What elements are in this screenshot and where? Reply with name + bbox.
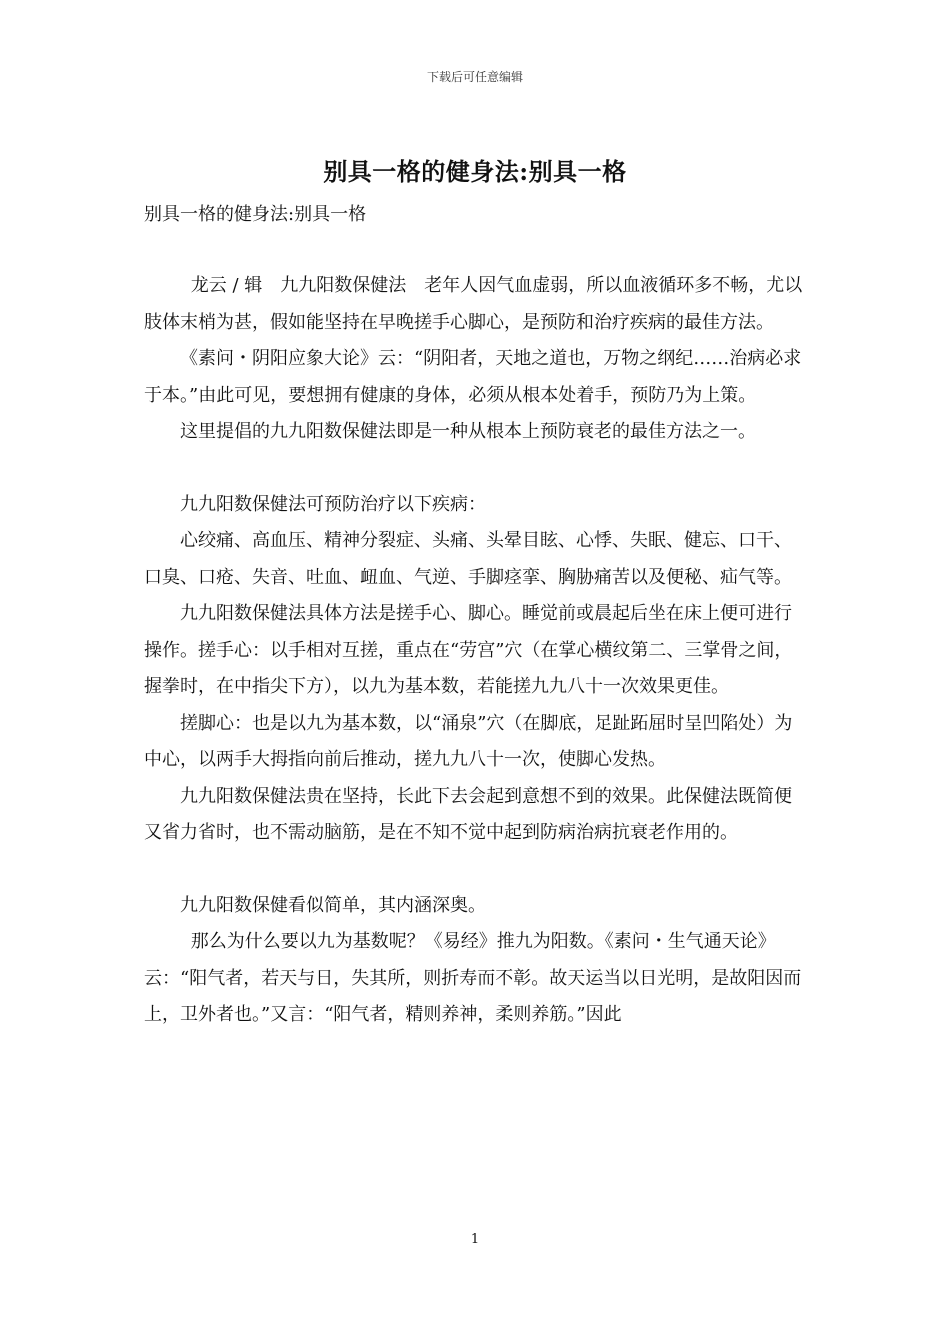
page-number: 1	[470, 1232, 480, 1247]
paragraph-why-nine: 那么为什么要以九为基数呢？《易经》推九为阳数。《素问・生气通天论》云：“阳气者，若天与日，失其所，则折寿而不彰。故天运当以日光明，是故阳因而上，卫外者也。”又言：“阳气者，精则养神，柔则养筋。”因此	[144, 931, 802, 1025]
paragraph-simple-deep: 九九阳数保健看似简单，其内涵深奥。	[180, 894, 486, 916]
document-body	[144, 268, 806, 1034]
paragraph-persistence: 九九阳数保健法贵在坚持，长此下去会起到意想不到的效果。此保健法既简便又省力省时，也不需动脑筋，是在不知不觉中起到防病治病抗衰老作用的。	[144, 785, 792, 843]
paragraph-foot-method: 搓脚心：也是以九为基本数，以“涌泉”穴（在脚底，足趾跖屈时呈凹陷处）为中心，以两手大拇指向前后推动，搓九九八十一次，使脚心发热。	[144, 712, 793, 770]
header-note: 下载后可任意编辑	[426, 70, 523, 84]
paragraph-diseases-heading: 九九阳数保健法可预防治疗以下疾病：	[180, 493, 486, 515]
document-title: 别具一格的健身法:别具一格	[323, 157, 627, 186]
paragraph-hand-method: 九九阳数保健法具体方法是搓手心、脚心。睡觉前或晨起后坐在床上便可进行操作。搓手心：以手相对互搓，重点在“劳宫”穴（在掌心横纹第二、三掌骨之间，握拳时，在中指尖下方），以九为基本数，若能搓九九八十一次效果更佳。	[144, 603, 793, 697]
paragraph-suwen-quote: 《素问・阴阳应象大论》云：“阴阳者，天地之道也，万物之纲纪……治病必求于本。”由此可见，要想拥有健康的身体，必须从根本处着手，预防乃为上策。	[144, 348, 802, 406]
document-subtitle: 别具一格的健身法:别具一格	[144, 204, 367, 225]
paragraph-method-intro: 这里提倡的九九阳数保健法即是一种从根本上预防衰老的最佳方法之一。	[180, 421, 756, 442]
paragraph-diseases-list: 心绞痛、高血压、精神分裂症、头痛、头晕目眩、心悸、失眠、健忘、口干、口臭、口疮、失音、吐血、衄血、气逆、手脚痉挛、胸胁痛苦以及便秘、疝气等。	[144, 530, 792, 588]
paragraph-intro: 龙云 / 辑 九九阳数保健法 老年人因气血虚弱，所以血液循环多不畅，尤以肢体末梢为甚，假如能坚持在早晚搓手心脚心，是预防和治疗疾病的最佳方法。	[144, 275, 803, 333]
